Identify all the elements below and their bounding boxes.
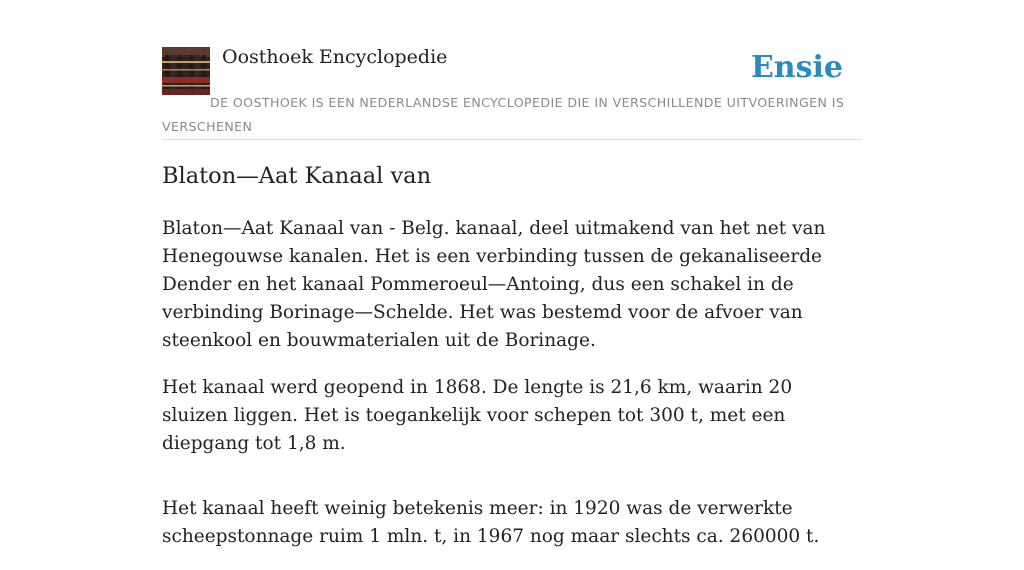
books-icon	[162, 47, 210, 95]
article-paragraph-2: Het kanaal werd geopend in 1868. De lengte is 21,6 km, waarin 20 sluizen liggen. Het is toegankelijk voor schepen tot 300 t, met een diepgang tot 1,8 m.	[162, 377, 793, 454]
page-container	[162, 0, 862, 547]
site-header	[162, 0, 862, 140]
encyclopedia-books-avatar[interactable]	[162, 47, 210, 95]
site-name[interactable]: Oosthoek Encyclopedie	[222, 46, 448, 68]
brand-logo-text[interactable]: Ensie	[750, 50, 843, 85]
article-body	[162, 215, 862, 570]
article-title: Blaton—Aat Kanaal van	[162, 163, 432, 189]
article-paragraph-1: Blaton—Aat Kanaal van - Belg. kanaal, deel uitmakend van het net van Henegouwse kanalen. Het is een verbinding tussen de gekanaliseerde Dender en het kanaal Pommeroeul—Antoing, dus een schakel in de verbinding Borinage—Schelde. Het was bestemd voor de afvoer van steenkool en bouwmaterialen uit de Borinage.	[162, 218, 826, 351]
site-tagline: DE OOSTHOEK IS EEN NEDERLANDSE ENCYCLOPEDIE DIE IN VERSCHILLENDE UITVOERINGEN IS VERSCHENEN	[162, 95, 845, 134]
article-paragraph-3: Het kanaal heeft weinig betekenis meer: in 1920 was de verwerkte scheepstonnage ruim 1 mln. t, in 1967 nog maar slechts ca. 260000 t.	[162, 498, 820, 547]
